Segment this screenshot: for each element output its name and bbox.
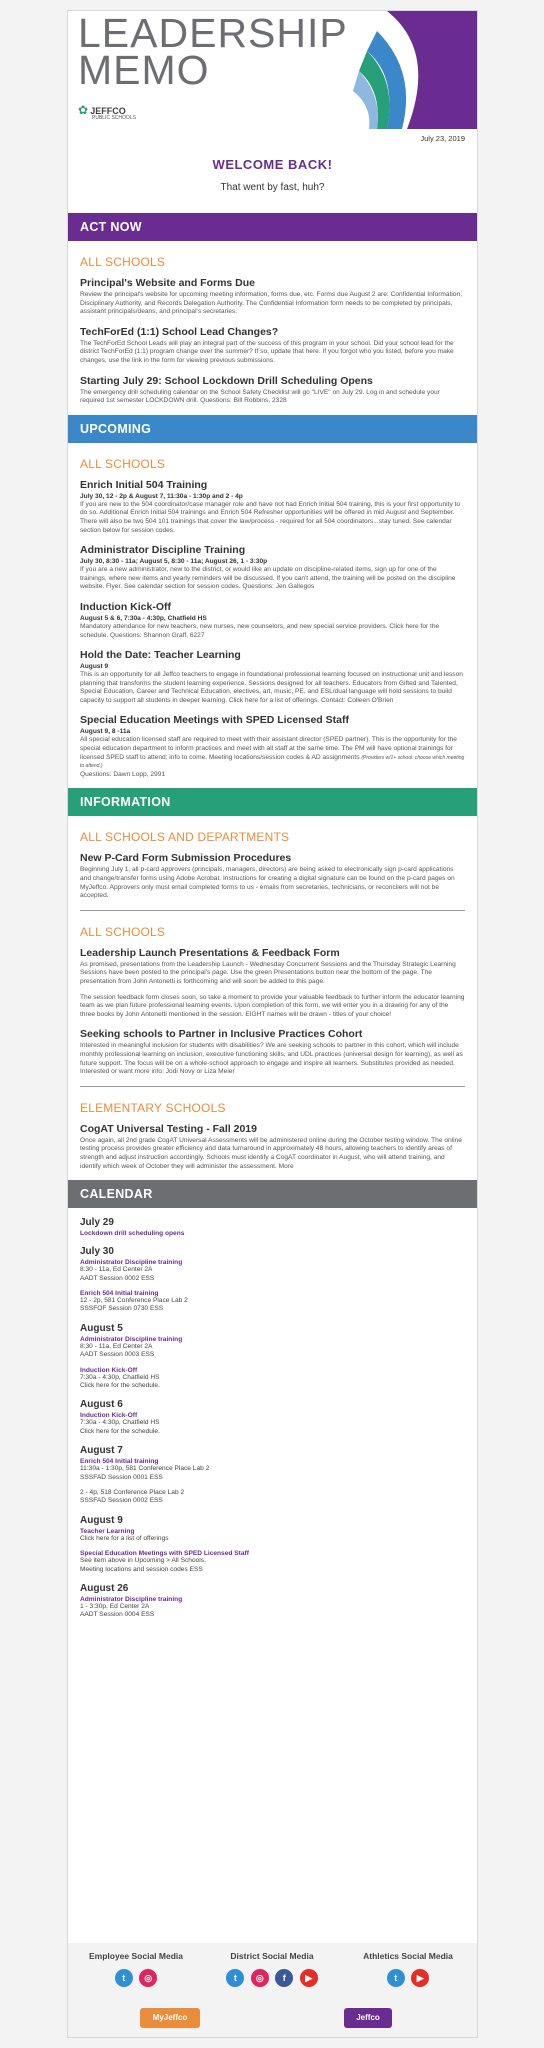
item-title[interactable]: Induction Kick-Off — [80, 600, 171, 613]
upcoming-band: UPCOMING — [68, 415, 477, 443]
calendar-event-detail: 8:30 - 11a, Ed Center 2A — [80, 1342, 153, 1350]
item-title[interactable]: Leadership Launch Presentations & Feedback Form — [80, 946, 340, 959]
calendar-gap — [80, 1360, 465, 1367]
employee-social-heading: Employee Social Media — [88, 1951, 183, 1961]
employee-social — [68, 1951, 204, 1987]
calendar-event-detail: 8:30 - 11a, Ed Center 2A — [80, 1266, 153, 1274]
calendar-day: August 7 — [80, 1445, 123, 1457]
calendar-event[interactable]: Administrator Discipline training — [80, 1596, 183, 1604]
twitter-icon[interactable]: t — [387, 1969, 405, 1987]
logo-sub: PUBLIC SCHOOLS — [92, 115, 136, 121]
youtube-icon[interactable]: ▶ — [300, 1969, 318, 1987]
calendar-gap — [80, 1543, 465, 1550]
memo-container — [67, 10, 478, 2038]
information-band: INFORMATION — [68, 788, 477, 816]
item-meta: July 30, 8:30 - 11a; August 5, 8:30 - 11a; August 26, 1 - 3:30p — [80, 558, 268, 566]
item-title[interactable]: Hold the Date: Teacher Learning — [80, 649, 241, 662]
act-now-band: ACT NOW — [68, 213, 477, 241]
item-meta: August 9 — [80, 663, 109, 671]
calendar-event-detail: 1 - 3:30p, Ed Center 2A — [80, 1603, 150, 1611]
divider — [80, 1086, 465, 1087]
footer — [68, 1943, 477, 2037]
item-body: If you are new to the 504 coordinator/case manager role and have not had Enrich Initial 504 training, this is your first opportunity to do so. Additional Enrich Initial 504 trainings and Enrich 504 Refresher opportunities will be offered in mid August and September. There will also be two 504 101 trainings that cover the law/process - required for all 504 coordinators...stay tuned. See calendar section below for session codes. — [80, 500, 461, 534]
item-body: The emergency drill scheduling calendar on the School Safety Checklist will go "LIVE" on July 29. Log in and schedule your required 1st semester LOCKDOWN drill. Questions: Bill Robbins, 2328 — [80, 388, 440, 405]
upcoming-subheading: ALL SCHOOLS — [80, 456, 166, 471]
calendar-band: CALENDAR — [68, 1180, 477, 1208]
calendar-event-detail: 7:30a - 4:30p, Chatfield HS — [80, 1373, 160, 1381]
item-body: The TechForEd School Leads will play an integral part of the success of this program in your school. Did your school lead for the district TechForEd (1:1) program change over the summer? If so, update that here. If you forgot who you listed, before you make changes, use the link in the form for viewing previous submissions. — [80, 339, 454, 364]
calendar-event-detail: Click here for the schedule. — [80, 1381, 160, 1389]
instagram-icon[interactable]: ◎ — [251, 1969, 269, 1987]
info-item — [80, 1028, 465, 1076]
item-questions: Questions: Dawn Lopp, 2991 — [80, 770, 166, 778]
calendar-event[interactable]: Teacher Learning — [80, 1527, 135, 1535]
upcoming-item — [80, 601, 465, 640]
info-subheading-elementary: ELEMENTARY SCHOOLS — [80, 1100, 226, 1115]
athletics-social-heading: Athletics Social Media — [363, 1951, 453, 1961]
item-body: Mandatory attendance for new teachers, new nurses, new counselors, and new special service providers. Click here for the schedule. Questions: Shannon Graff, 6227 — [80, 622, 440, 639]
welcome-section — [68, 157, 477, 193]
calendar-event[interactable]: Induction Kick-Off — [80, 1412, 138, 1420]
calendar-event-detail: Click here for a list of offerings — [80, 1534, 169, 1542]
calendar-event[interactable]: Lockdown drill scheduling opens — [80, 1230, 185, 1238]
calendar-event-detail: SSSFAD Session 0001 ESS — [80, 1473, 163, 1481]
upcoming-item — [80, 714, 465, 779]
item-title[interactable]: TechForEd (1:1) School Lead Changes? — [80, 325, 279, 338]
calendar-event-detail: 7:30a - 4:30p, Chatfield HS — [80, 1419, 160, 1427]
item-title[interactable]: CogAT Universal Testing - Fall 2019 — [80, 1122, 257, 1135]
item-body: Interested in meaningful inclusion for students with disabilities? We are seeking schools to partner in this cohort, which will include monthly professional learning on inclusion, executive functioning skills, and UDL practices (universal design for learning), as well as future support. The focus will be on a whole-school approach to engage and inspire all learners. Substitutes provided as needed. Interested or want more info: Jodi Novy or Liza Meier — [80, 1042, 463, 1076]
info-subheading-all-depts: ALL SCHOOLS AND DEPARTMENTS — [80, 830, 290, 845]
athletics-social — [340, 1951, 476, 1987]
item-body: Beginning July 1, all p-card approvers (principals, managers, directors) are being asked to electronically sign p-card applications and change/transfer forms using Adobe Acrobat. Instructions for creating a digital signature can be found on the p-card pages on MyJeffco. Approvers only must email completed forms to us - emails from secretaries, technicians, or reconcilers will not be accepted. — [80, 866, 455, 900]
header — [68, 10, 477, 143]
calendar-gap — [80, 1283, 465, 1290]
youtube-icon[interactable]: ▶ — [411, 1969, 429, 1987]
item-meta: August 9, 8 -11a — [80, 728, 131, 736]
item-title[interactable]: Starting July 29: School Lockdown Drill Scheduling Opens — [80, 374, 373, 387]
calendar-event[interactable]: Special Education Meetings with SPED Licensed Staff — [80, 1550, 249, 1558]
district-social — [204, 1951, 340, 1987]
twitter-icon[interactable]: t — [115, 1969, 133, 1987]
calendar-day: July 29 — [80, 1217, 114, 1229]
calendar-event-detail: 12 - 2p, 581 Conference Place Lab 2 — [80, 1296, 188, 1304]
instagram-icon[interactable]: ◎ — [139, 1969, 157, 1987]
item-title[interactable]: Enrich Initial 504 Training — [80, 478, 208, 491]
calendar-day: August 6 — [80, 1399, 123, 1411]
item-body: Review the principal's website for upcoming meeting information, forms due, etc. Forms due August 2 are: Confidential Information, Disciplinary Authority, and Records Delegation Authority. The Confidential Information form needs to be completed by principals, assistant principals/deans, and principal's secretaries. — [80, 291, 463, 316]
header-arc-graphic — [347, 11, 477, 129]
tree-icon: ✿ — [78, 103, 89, 117]
calendar-event-detail: Meeting locations and session codes ESS — [80, 1565, 203, 1573]
calendar-event-detail: AADT Session 0004 ESS — [80, 1611, 155, 1619]
item-body: As promised, presentations from the Leadership Launch - Wednesday Concurrent Sessions and the Thursday Strategic Learning Sessions have been posted to the principal's page. Use the green Presentations button near the bottom of the page. The presentation from John Antonetti is forthcoming and will soon be added to this page. — [80, 960, 456, 985]
calendar-event[interactable]: Administrator Discipline training — [80, 1335, 183, 1343]
act-now-section — [68, 255, 477, 406]
memo-title — [78, 10, 348, 93]
act-now-item — [80, 326, 465, 366]
calendar-event[interactable]: Enrich 504 Initial training — [80, 1458, 159, 1466]
calendar-event-detail: 2 - 4p, 518 Conference Place Lab 2 — [80, 1489, 185, 1496]
calendar-event[interactable]: Enrich 504 Initial training — [80, 1289, 159, 1297]
item-body: This is an opportunity for all Jeffco teachers to engage in foundational professional learning focused on instructional unit and lesson planning that transforms the student learning experience. Sessions designed for all teachers. Educators from Gifted and Talented, Special Education, Career and Technical Education, electives, art, music, PE, and ESL/dual language will hold sessions to build capacity to support all students in deeper learning. Click here for a list of offerings. Contact: Colleen O'Brien — [80, 671, 463, 704]
upcoming-item — [80, 649, 465, 705]
info-item — [80, 1123, 465, 1171]
item-title[interactable]: Principal's Website and Forms Due — [80, 277, 256, 289]
calendar-day: August 9 — [80, 1514, 123, 1526]
jeffco-logo[interactable] — [78, 103, 136, 121]
item-title[interactable]: Seeking schools to Partner in Inclusive Practices Cohort — [80, 1028, 363, 1041]
calendar-day: July 30 — [80, 1246, 114, 1258]
item-title[interactable]: New P-Card Form Submission Procedures — [80, 852, 292, 865]
calendar-event[interactable]: Administrator Discipline training — [80, 1259, 183, 1267]
facebook-icon[interactable]: f — [275, 1969, 293, 1987]
memo-date: July 23, 2019 — [420, 134, 465, 143]
item-meta: August 5 & 6, 7:30a - 4:30p, Chatfield HS — [80, 614, 207, 622]
act-now-item — [80, 375, 465, 406]
item-body: All special education licensed staff are required to meet with their assistant director (SPED partner). This is the opportunity for the special education department to inform practices and meet with all staff at the same time. The PM will have optional trainings for licensed SPED staff to attend; info to come. Meeting locations/session codes & AD assignments — [80, 736, 457, 761]
item-title[interactable]: Administrator Discipline Training — [80, 544, 246, 557]
logo-name: JEFFCO — [90, 106, 126, 116]
calendar-event-detail: Click here for the schedule. — [80, 1427, 160, 1435]
info-item — [80, 947, 465, 1020]
calendar-event-detail: 11:30a - 1:30p, 581 Conference Place Lab 2 — [80, 1465, 210, 1473]
calendar-day: August 26 — [80, 1583, 129, 1595]
welcome-subtitle: That went by fast, huh? — [220, 182, 325, 193]
act-now-item — [80, 277, 465, 317]
calendar-event-detail: AADT Session 0003 ESS — [80, 1351, 155, 1359]
district-social-heading: District Social Media — [230, 1951, 314, 1961]
calendar-event-detail: SSSFOF Session 0730 ESS — [80, 1305, 164, 1313]
calendar-event-detail: AADT Session 0002 ESS — [80, 1274, 155, 1282]
divider — [80, 910, 465, 911]
item-meta: July 30, 12 - 2p & August 7, 11:30a - 1:30p and 2 - 4p — [80, 492, 243, 500]
calendar-event-detail: See item above in Upcoming > All Schools. — [80, 1557, 206, 1565]
twitter-icon[interactable]: t — [226, 1969, 244, 1987]
calendar-section — [68, 1217, 477, 1620]
calendar-event-detail: SSSFAD Session 0002 ESS — [80, 1497, 163, 1505]
item-note: (Providers w/1+ school: choose which meeting to attend.) — [80, 754, 465, 770]
calendar-day: August 5 — [80, 1322, 123, 1334]
info-item — [80, 852, 465, 900]
act-now-subheading: ALL SCHOOLS — [80, 255, 166, 269]
upcoming-item — [80, 479, 465, 535]
item-title[interactable]: Special Education Meetings with SPED Licensed Staff — [80, 714, 349, 727]
information-section — [68, 830, 477, 1171]
myjeffco-button[interactable]: MyJeffco — [140, 2008, 200, 2028]
calendar-event-detail — [80, 1482, 465, 1489]
upcoming-section — [68, 457, 477, 780]
title-line-2: MEMO — [78, 47, 210, 93]
welcome-title: WELCOME BACK! — [212, 157, 333, 172]
upcoming-item — [80, 544, 465, 592]
title-line-1: LEADERSHIP — [78, 10, 348, 56]
item-body: If you are a new administrator, new to the district, or would like an update on discipline-related items, sign up for one of the trainings, where new items and yearly reminders will be discussed. If you can't attend, the training will be posted on the discipline website. Flyer. See calendar section for session codes. Questions: Jen Gallegos — [80, 566, 456, 591]
item-body: Once again, all 2nd grade CogAT Universal Assessments will be administered online during the October testing window. The online testing process provides greater efficiency and data turnaround in approximately 48 hours, allowing teachers to identify areas of strength and adjust instruction accordingly. Schools must identify a CogAT coordinator in August, who will attend training, and identify which week of October they will administer the assessment. More — [80, 1136, 462, 1170]
info-subheading-all-schools: ALL SCHOOLS — [80, 924, 166, 939]
calendar-event[interactable]: Induction Kick-Off — [80, 1366, 138, 1374]
item-body-2: The session feedback form closes soon, so take a moment to provide your valuable feedback to further inform the educator learning team as we plan future professional learning events. Upon completion of this form, we will enter you in a drawing for any of the three books by John Antonetti mentioned in the session. EIGHT names will be drawn - titles of your choice! — [80, 993, 465, 1018]
jeffco-button[interactable]: Jeffco — [344, 2008, 392, 2028]
